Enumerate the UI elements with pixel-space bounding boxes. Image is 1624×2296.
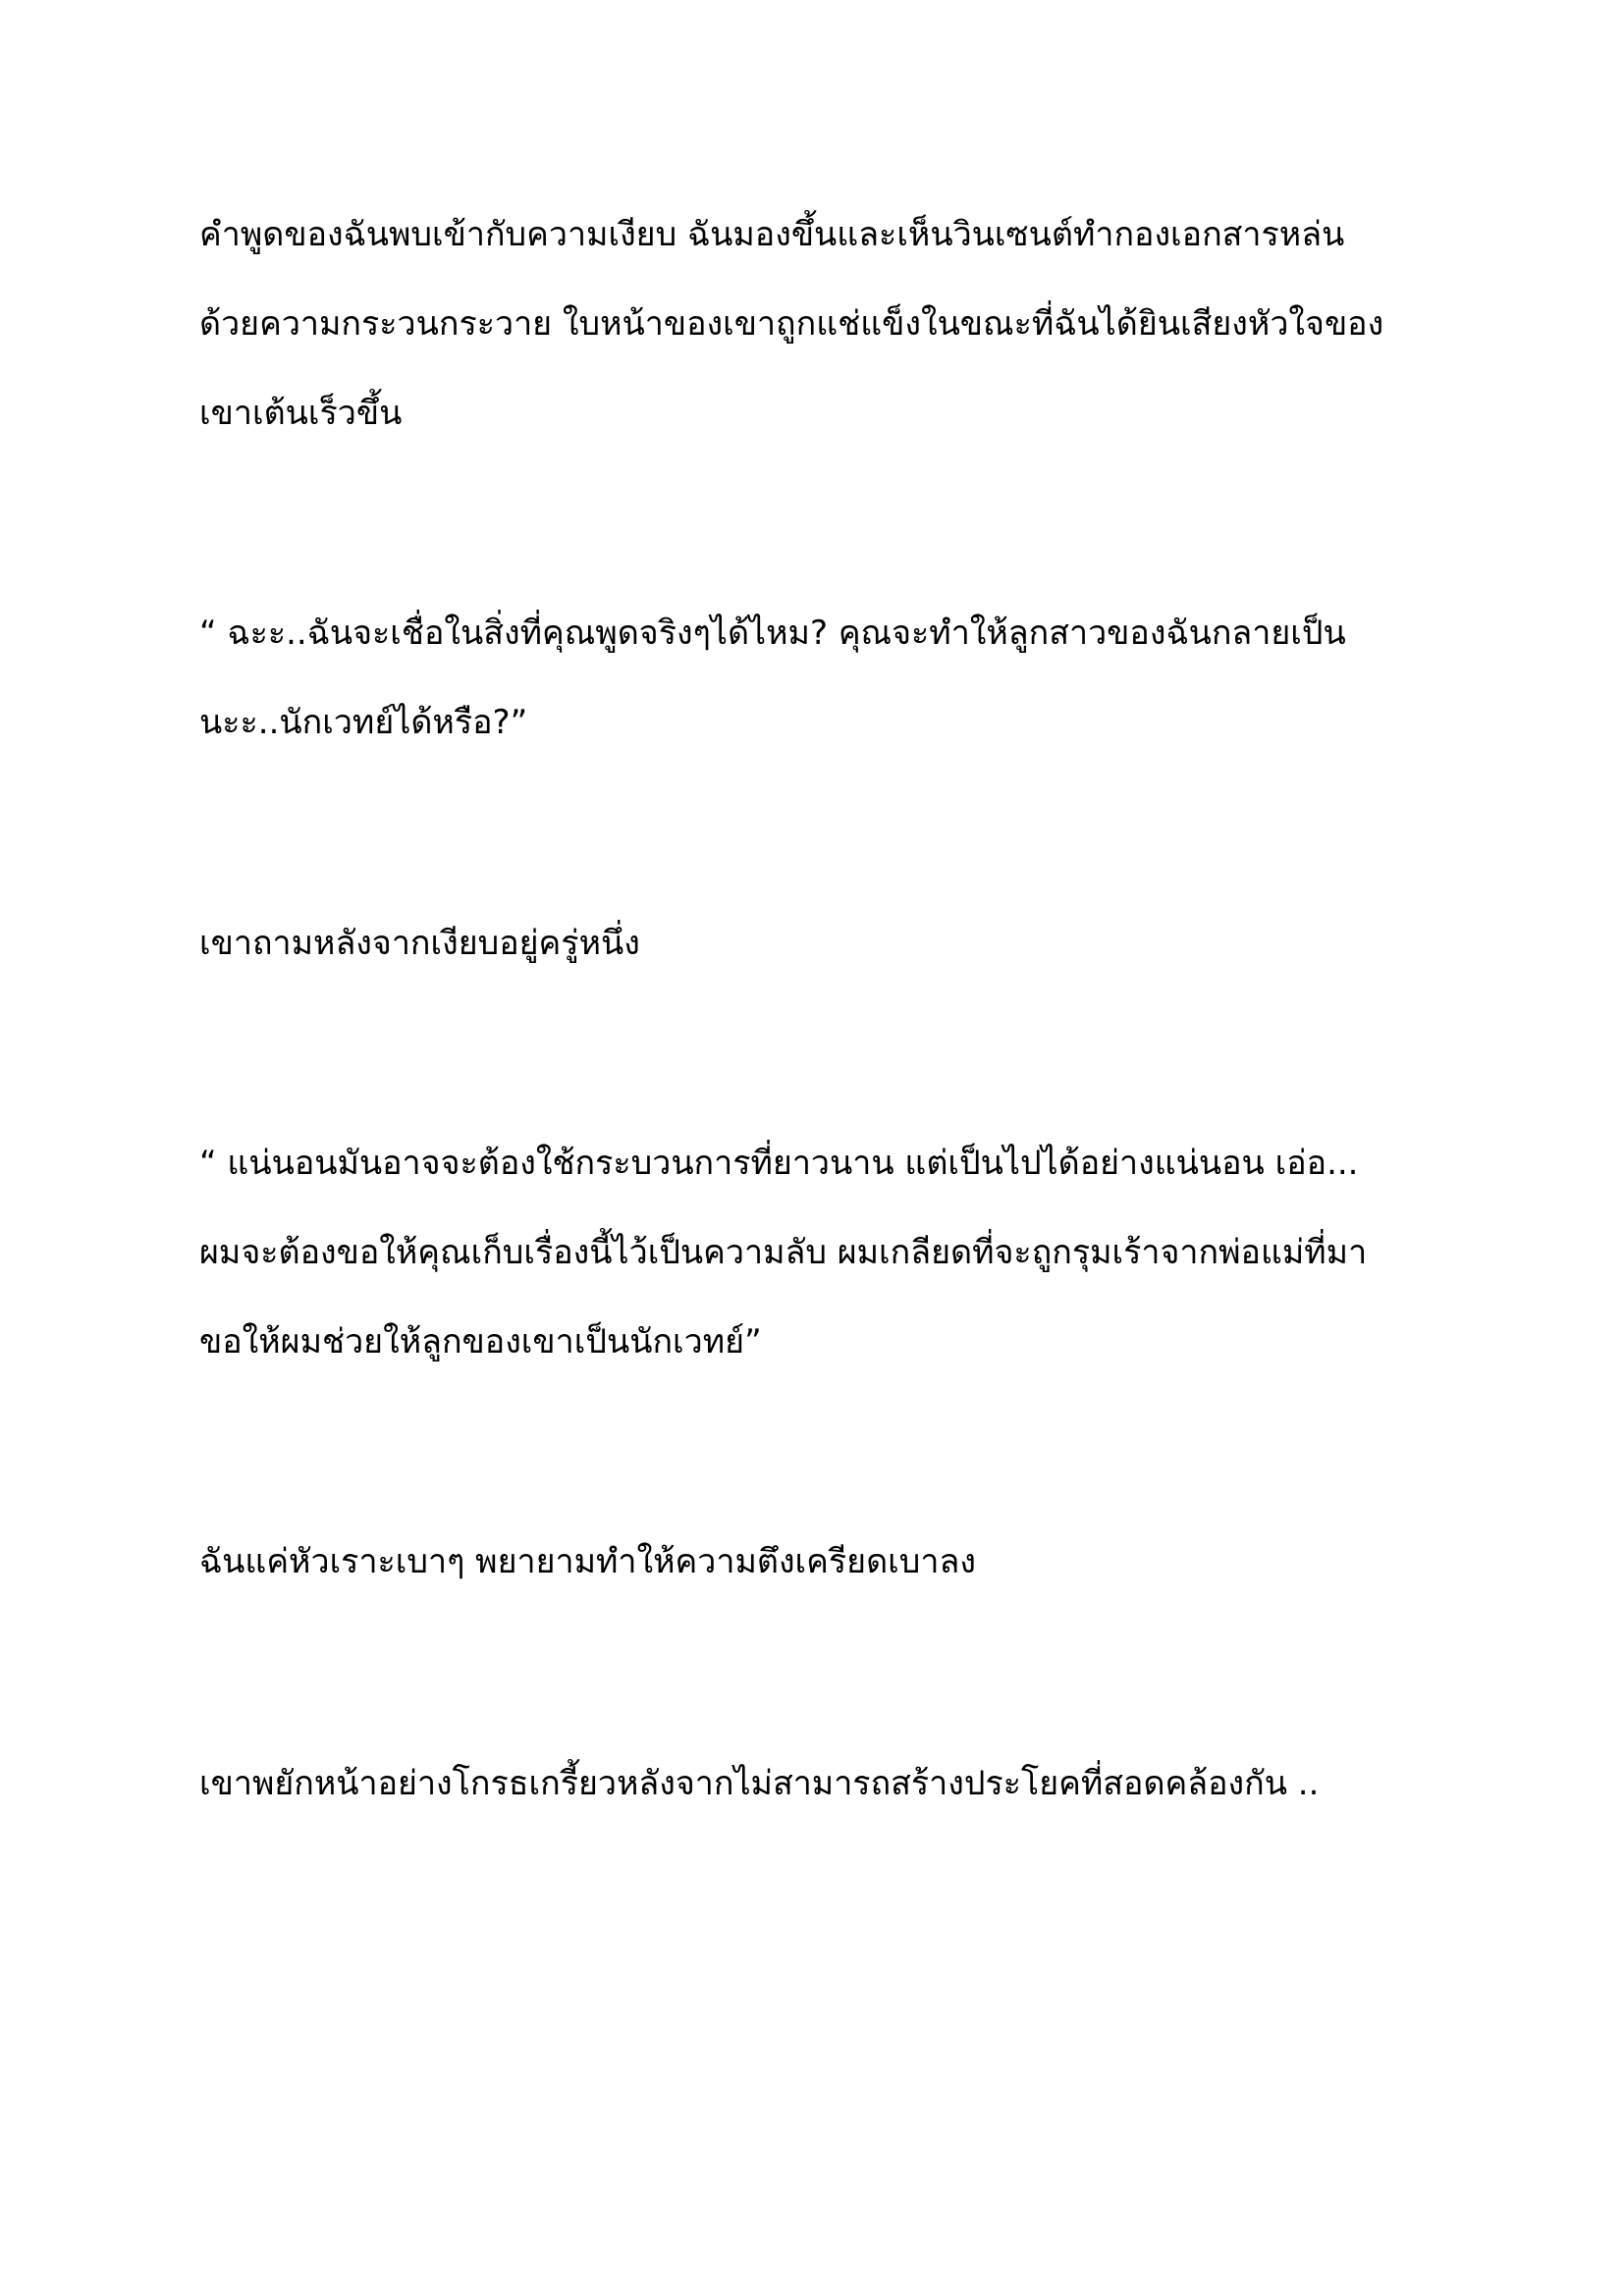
- paragraph-4: [199, 1119, 1436, 1387]
- paragraph-1: [199, 190, 1436, 458]
- paragraph-line: คำพูดของฉันพบเข้ากับความเงียบ ฉันมองขึ้นและเห็นวินเซนต์ทำกองเอกสารหล่น: [199, 215, 1345, 254]
- paragraph-2: [199, 589, 1436, 768]
- paragraph-line: ผมจะต้องขอให้คุณเก็บเรื่องนี้ไว้เป็นความลับ ผมเกลียดที่จะถูกรุมเร้าจากพ่อแม่ที่มา: [199, 1233, 1368, 1272]
- paragraph-6: [199, 1739, 1436, 1829]
- paragraph-line: เขาเต้นเร็วขึ้น: [199, 394, 403, 433]
- paragraph-line: เขาพยักหน้าอย่างโกรธเกรี้ยวหลังจากไม่สามารถสร้างประโยคที่สอดคล้องกัน ..: [199, 1764, 1320, 1803]
- paragraph-line: ขอให้ผมช่วยให้ลูกของเขาเป็นนักเวทย์”: [199, 1322, 762, 1362]
- paragraph-line: ฉันแค่หัวเราะเบาๆ พยายามทำให้ความตึงเครียดเบาลง: [199, 1542, 976, 1581]
- paragraph-line: “ แน่นอนมันอาจจะต้องใช้กระบวนการที่ยาวนาน แต่เป็นไปได้อย่างแน่นอน เอ่อ...: [199, 1144, 1359, 1183]
- paragraph-3: [199, 899, 1436, 988]
- paragraph-line: นะะ..นักเวทย์ได้หรือ?”: [199, 703, 528, 742]
- paragraph-line: ด้วยความกระวนกระวาย ใบหน้าของเขาถูกแช่แข็งในขณะที่ฉันได้ยินเสียงหัวใจของ: [199, 304, 1384, 344]
- paragraph-line: “ ฉะะ..ฉันจะเชื่อในสิ่งที่คุณพูดจริงๆได้ไหม? คุณจะทำให้ลูกสาวของฉันกลายเป็น: [199, 614, 1346, 653]
- paragraph-line: เขาถามหลังจากเงียบอยู่ครู่หนึ่ง: [199, 924, 640, 963]
- paragraph-5: [199, 1518, 1436, 1607]
